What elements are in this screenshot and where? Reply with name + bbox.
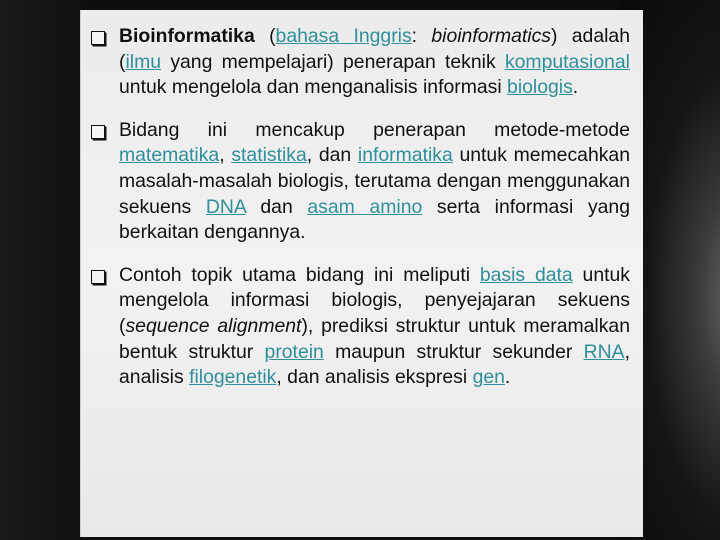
text-run: , dan analisis ekspresi <box>276 366 473 389</box>
term-bold: Bioinformatika <box>119 25 255 47</box>
wiki-link[interactable]: filogenetik <box>189 366 277 389</box>
text-run: Contoh topik utama bidang ini meliputi <box>119 263 480 286</box>
wiki-link[interactable]: biologis <box>507 76 573 99</box>
bullet-list <box>85 24 630 408</box>
wiki-link[interactable]: informatika <box>357 144 453 167</box>
term-italic: bioinformatics <box>431 25 551 47</box>
bullet-text <box>119 24 630 101</box>
text-run: , dan <box>306 144 358 167</box>
text-run: Bidang ini mencakup penerapan metode-metode <box>119 118 630 141</box>
wiki-link[interactable]: protein <box>264 340 324 363</box>
text-run: yang mempelajari) penerapan teknik <box>161 50 505 73</box>
text-run: : <box>411 25 432 47</box>
wiki-link[interactable]: bahasa Inggris <box>275 25 412 47</box>
wiki-link[interactable]: DNA <box>205 195 246 218</box>
wiki-link[interactable]: komputasional <box>504 50 630 73</box>
slide-content <box>80 10 643 537</box>
text-run: ), prediksi struktur untuk meramalkan bentuk struktur <box>119 314 631 363</box>
text-run: , <box>219 144 232 167</box>
background-left <box>0 0 90 540</box>
checkbox-bullet-icon <box>91 125 105 139</box>
bullet-item <box>85 118 630 246</box>
wiki-link[interactable]: basis data <box>479 263 573 286</box>
wiki-link[interactable]: RNA <box>583 340 625 363</box>
text-run: ( <box>254 25 276 47</box>
text-run: untuk memecahkan masalah-masalah biologis, terutama dengan menggunakan sekuens <box>119 144 630 218</box>
checkbox-bullet-icon <box>91 270 105 284</box>
text-run: maupun struktur sekunder <box>323 340 584 363</box>
text-run: . <box>504 366 511 389</box>
checkbox-bullet-icon <box>91 31 105 45</box>
text-run: , analisis <box>119 340 630 389</box>
text-run: untuk mengelola informasi biologis, penyejajaran sekuens ( <box>119 263 630 337</box>
bullet-text <box>119 263 630 391</box>
text-run: untuk mengelola dan menganalisis informasi <box>119 76 508 99</box>
term-italic: sequence alignment <box>125 314 302 337</box>
text-run: dan <box>245 195 308 218</box>
wiki-link[interactable]: matematika <box>119 144 220 167</box>
wiki-link[interactable]: gen <box>472 366 505 389</box>
wiki-link[interactable]: ilmu <box>125 50 162 73</box>
text-run: ) adalah ( <box>119 25 630 73</box>
bullet-item <box>85 263 630 391</box>
text-run: serta informasi yang berkaitan dengannya. <box>119 195 630 244</box>
wiki-link[interactable]: statistika <box>231 144 307 167</box>
bullet-text <box>119 118 630 246</box>
bullet-item <box>85 24 630 101</box>
text-run: . <box>572 76 579 99</box>
wiki-link[interactable]: asam amino <box>307 195 423 218</box>
